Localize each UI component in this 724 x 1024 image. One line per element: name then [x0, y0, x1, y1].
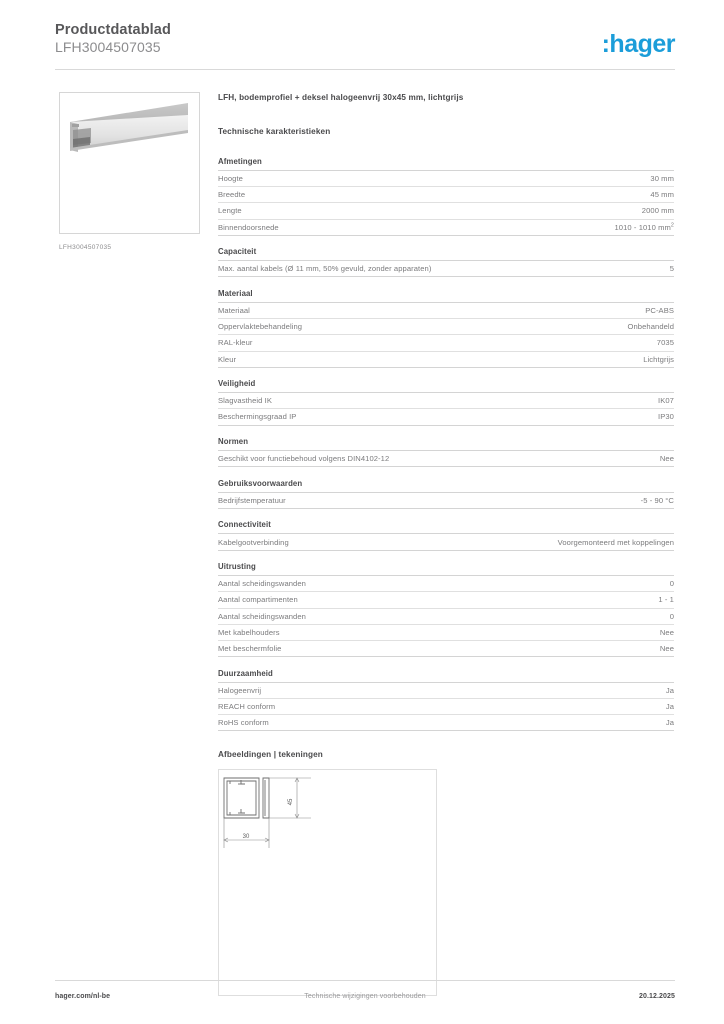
spec-value: Nee [659, 627, 674, 637]
footer-date: 20.12.2025 [638, 993, 675, 1000]
technical-drawing [218, 769, 437, 996]
spec-row [218, 187, 674, 203]
spec-row [218, 451, 674, 467]
spec-group [218, 520, 674, 550]
technical-characteristics-title: Technische karakteristieken [218, 127, 331, 136]
spec-label: Bedrijfstemperatuur [218, 495, 286, 505]
spec-group [218, 479, 674, 509]
page-header [55, 22, 675, 68]
spec-label: Hoogte [218, 174, 243, 184]
spec-group [218, 289, 674, 368]
spec-group [218, 437, 674, 467]
spec-group-title: Gebruiksvoorwaarden [218, 479, 674, 493]
spec-group-title: Normen [218, 437, 674, 451]
spec-label: Halogeenvrij [218, 685, 262, 695]
spec-value: Voorgemonteerd met koppelingen [557, 537, 674, 547]
spec-group-title: Afmetingen [218, 157, 674, 171]
spec-label: Lengte [218, 206, 242, 216]
spec-group [218, 247, 674, 277]
dimension-height-label: 45 [288, 798, 294, 806]
spec-row [218, 335, 674, 351]
spec-value: Ja [665, 685, 674, 695]
spec-group [218, 379, 674, 425]
spec-label: Beschermingsgraad IP [218, 412, 297, 422]
spec-value: Ja [665, 701, 674, 711]
spec-value-text: 1010 - 1010 mm [614, 222, 671, 232]
product-reference: LFH3004507035 [55, 39, 161, 55]
spec-label: Met kabelhouders [218, 627, 280, 637]
spec-value: 7035 [656, 338, 674, 348]
spec-group [218, 562, 674, 657]
spec-value: 0 [669, 611, 674, 621]
spec-value: -5 - 90 °C [640, 495, 674, 505]
spec-label: Materiaal [218, 306, 250, 316]
footer-divider [55, 980, 675, 981]
spec-value: Nee [659, 643, 674, 653]
spec-group-title: Materiaal [218, 289, 674, 303]
spec-row [218, 641, 674, 657]
spec-row [218, 393, 674, 409]
spec-label: Max. aantal kabels (Ø 11 mm, 50% gevuld, zonder apparaten) [218, 264, 432, 274]
spec-label: Breedte [218, 190, 246, 200]
spec-value: 45 mm [650, 190, 674, 200]
spec-label: REACH conform [218, 701, 276, 711]
spec-value: IK07 [658, 396, 674, 406]
spec-row [218, 683, 674, 699]
spec-row [218, 409, 674, 425]
spec-value: Onbehandeld [627, 322, 674, 332]
spec-label: Aantal scheidingswanden [218, 579, 306, 589]
spec-label: Met beschermfolie [218, 643, 282, 653]
spec-label: Aantal scheidingswanden [218, 611, 306, 621]
spec-value: Lichtgrijs [643, 354, 674, 364]
page-footer [55, 993, 675, 1007]
spec-groups [218, 157, 674, 731]
spec-row [218, 534, 674, 550]
page-title: Productdatablad [55, 22, 171, 38]
footer-website[interactable]: hager.com/nl-be [55, 993, 111, 1000]
spec-value: PC-ABS [645, 306, 674, 316]
spec-value: Ja [665, 718, 674, 728]
spec-row [218, 303, 674, 319]
spec-label: Binnendoorsnede [218, 222, 279, 232]
spec-group-title: Duurzaamheid [218, 669, 674, 683]
spec-value: 0 [669, 579, 674, 589]
spec-row [218, 715, 674, 731]
cross-section-drawing-svg [219, 770, 436, 995]
spec-value-superscript: 2 [670, 222, 674, 229]
specifications-content [218, 92, 674, 996]
spec-value: 2000 mm [641, 206, 674, 216]
spec-row [218, 261, 674, 277]
spec-label: RAL-kleur [218, 338, 253, 348]
spec-group-title: Uitrusting [218, 562, 674, 576]
product-description: LFH, bodemprofiel + deksel halogeenvrij 30x45 mm, lichtgrijs [218, 93, 464, 102]
header-divider [55, 69, 675, 70]
spec-row [218, 220, 674, 236]
spec-group-title: Capaciteit [218, 247, 674, 261]
product-image [59, 92, 200, 234]
spec-value: IP30 [658, 412, 674, 422]
spec-row [218, 319, 674, 335]
spec-group-title: Connectiviteit [218, 520, 674, 534]
footer-disclaimer: Technische wijzigingen voorbehouden [304, 993, 426, 1000]
spec-label: Kleur [218, 354, 237, 364]
spec-value: 1 - 1 [658, 595, 674, 605]
spec-label: Geschikt voor functiebehoud volgens DIN4102-12 [218, 454, 390, 464]
spec-row [218, 699, 674, 715]
spec-row [218, 171, 674, 187]
spec-row [218, 609, 674, 625]
spec-row [218, 493, 674, 509]
spec-group-title: Veiligheid [218, 379, 674, 393]
dimension-width-label: 30 [242, 834, 250, 841]
spec-value: Nee [659, 454, 674, 464]
hager-logo: :hager [601, 30, 675, 58]
spec-row [218, 352, 674, 368]
spec-group [218, 157, 674, 236]
spec-value [615, 223, 675, 232]
spec-row [218, 592, 674, 608]
product-image-caption: LFH3004507035 [59, 244, 112, 251]
spec-label: Slagvastheid IK [218, 396, 272, 406]
spec-row [218, 625, 674, 641]
product-photo-svg [60, 93, 197, 231]
spec-label: RoHS conform [218, 718, 269, 728]
spec-label: Kabelgootverbinding [218, 537, 289, 547]
spec-label: Oppervlaktebehandeling [218, 322, 303, 332]
drawings-title: Afbeeldingen | tekeningen [218, 750, 323, 760]
spec-label: Aantal compartimenten [218, 595, 298, 605]
spec-row [218, 203, 674, 219]
spec-value: 30 mm [650, 174, 674, 184]
spec-value: 5 [669, 264, 674, 274]
spec-row [218, 576, 674, 592]
spec-group [218, 669, 674, 732]
